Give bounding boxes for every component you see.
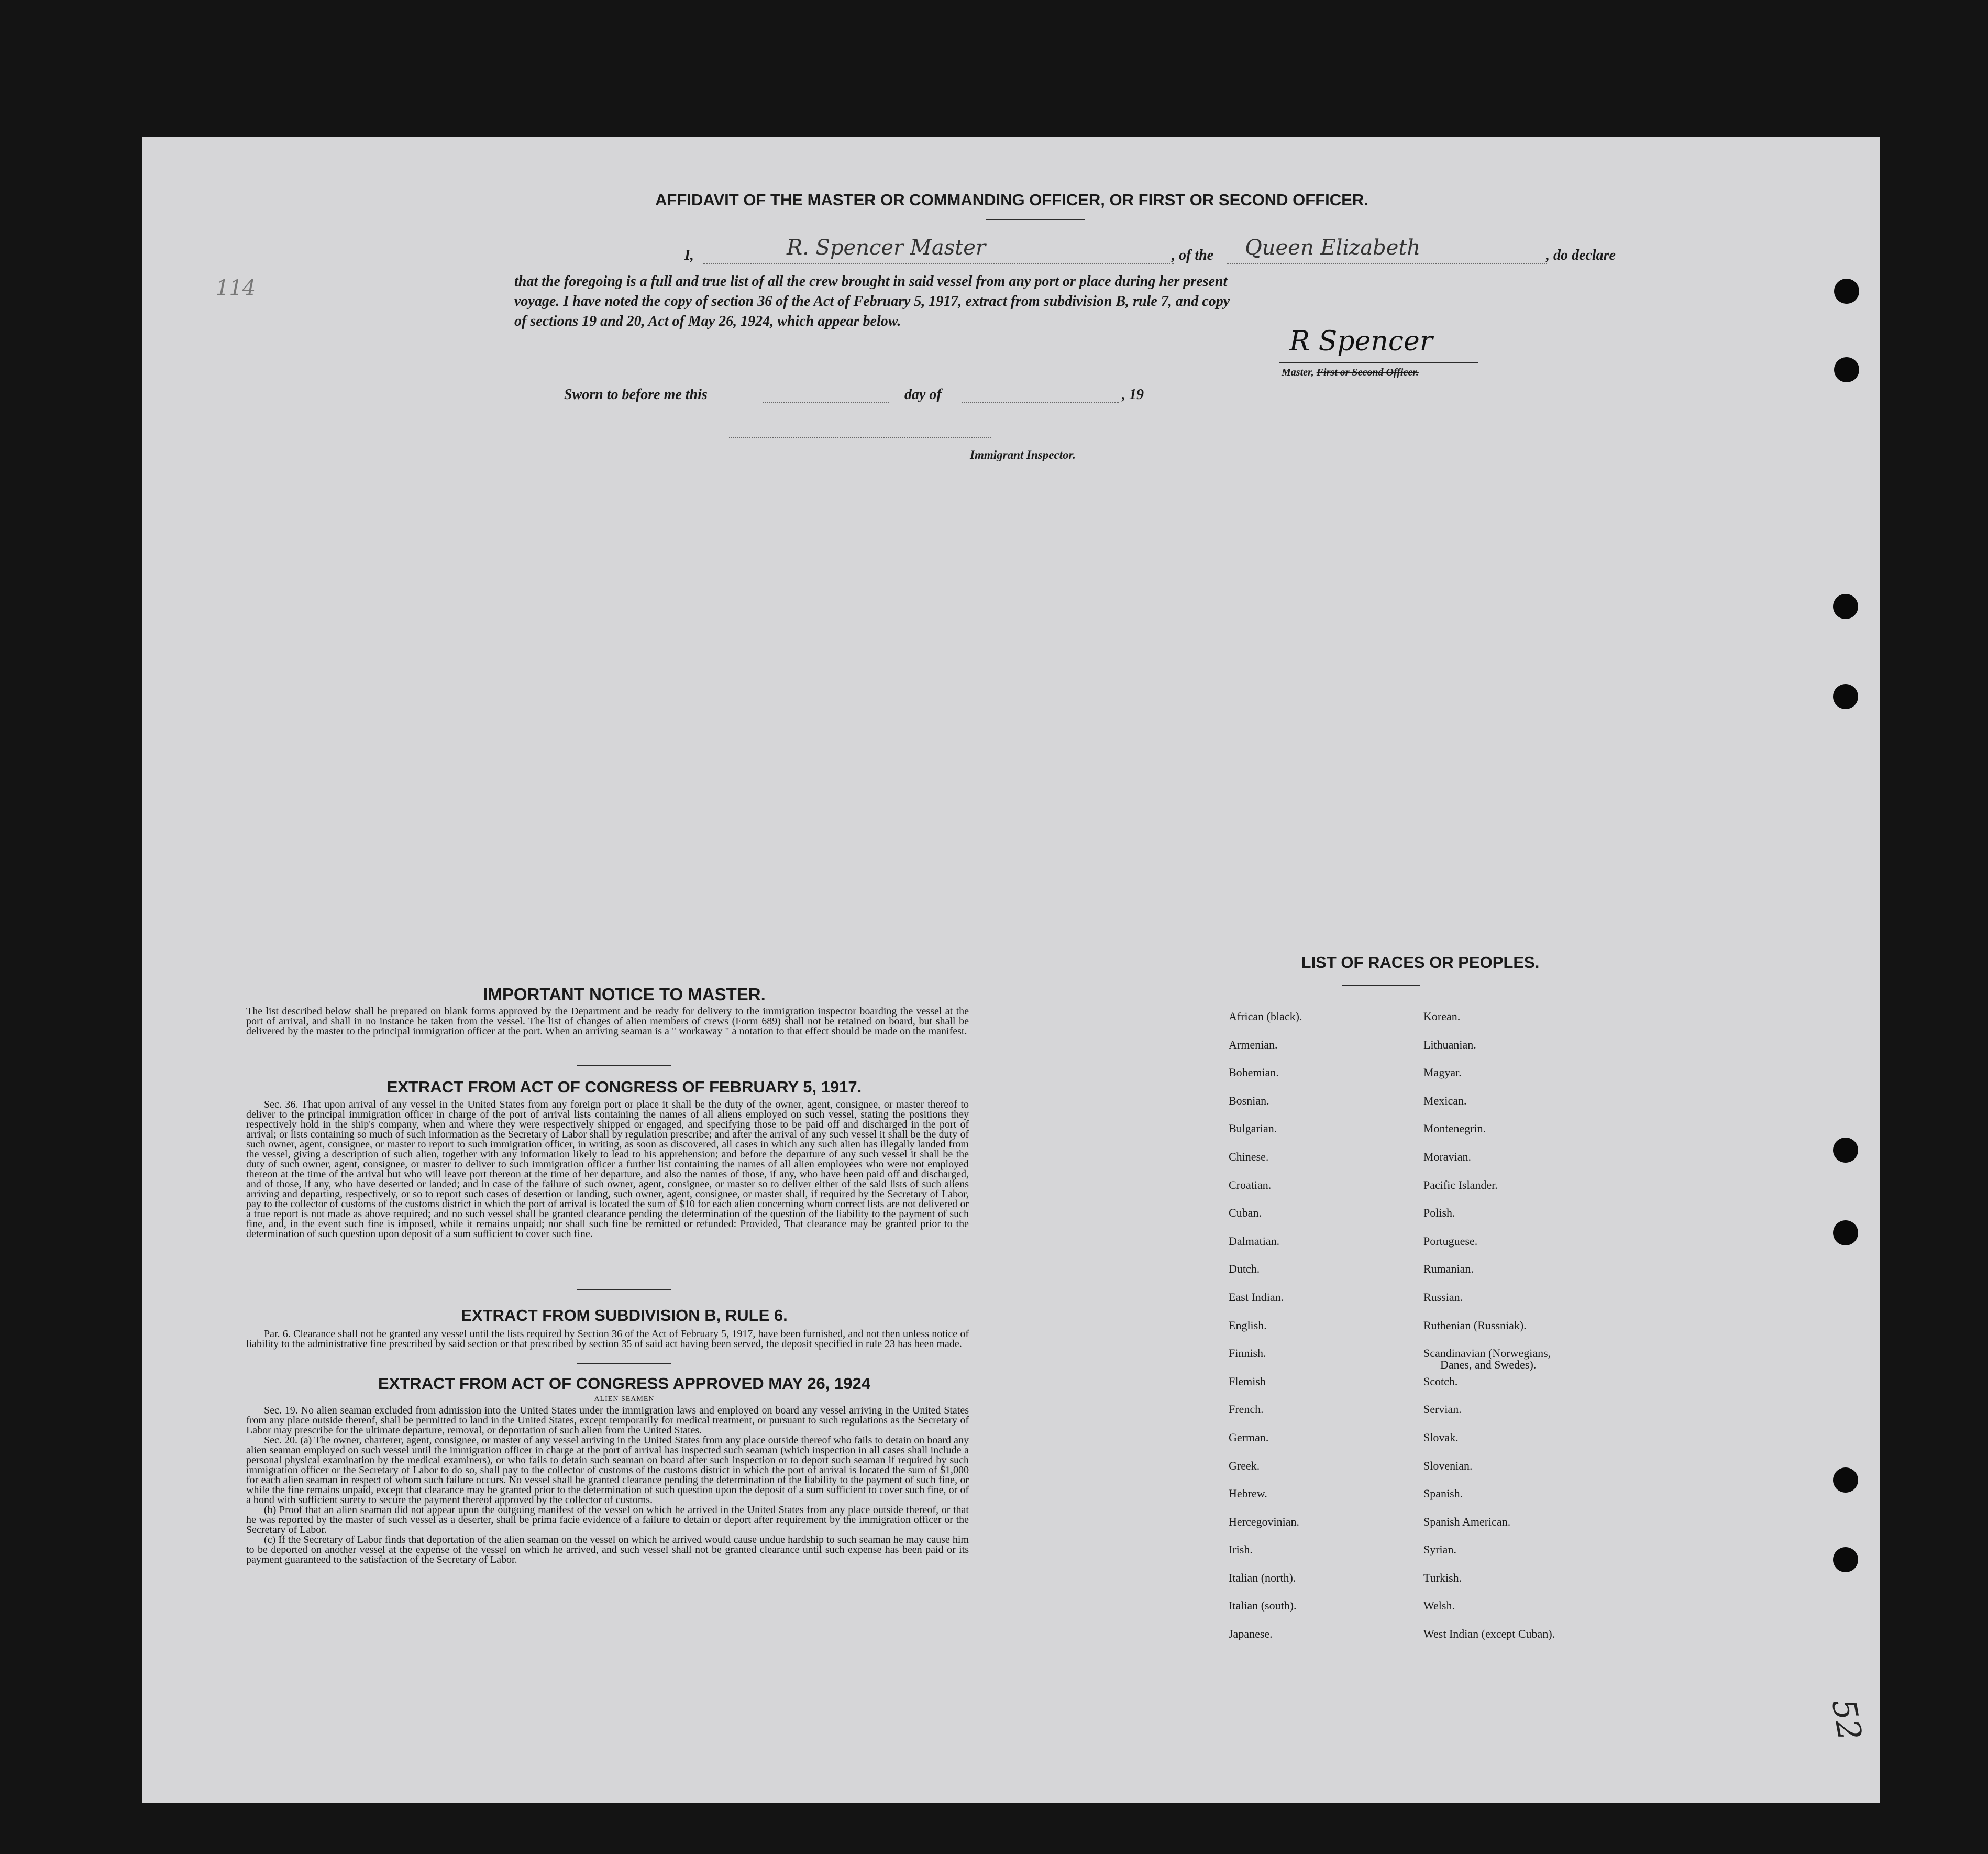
inspector-label: Immigrant Inspector. [970, 448, 1076, 461]
race-item: Magyar. [1423, 1066, 1462, 1079]
race-item: Dutch. [1229, 1262, 1260, 1276]
race-item: Korean. [1423, 1010, 1461, 1023]
race-item: Scandinavian (Norwegians, [1423, 1347, 1551, 1360]
race-item: Lithuanian. [1423, 1038, 1476, 1051]
do-declare-label: , do declare [1546, 247, 1616, 263]
subdivision-divider [577, 1363, 671, 1364]
race-item: Slovak. [1423, 1430, 1459, 1444]
of-the-label: , of the [1172, 247, 1214, 263]
race-item: Italian (north). [1229, 1571, 1296, 1584]
extract-1917-divider [577, 1289, 671, 1290]
races-divider [1342, 985, 1420, 986]
extract-1924-body [246, 1406, 969, 1565]
race-item-continuation: Danes, and Swedes). [1440, 1358, 1537, 1371]
day-of-label: day of [904, 387, 942, 403]
struck-officer-caption: First or Second Officer. [1316, 367, 1419, 378]
sec-20c: (c) If the Secretary of Labor finds that deportation of the alien seaman on the vessel on which he arrived would cause undue hardship to such seaman he may cause him to be deported on another vessel at the expense of the vessel on which he arrived, and such vessel shall not be granted clearance until such expense has been paid or its payment guaranteed to the satisfaction of the Secretary of Labor. [246, 1534, 969, 1565]
notice-body: The list described below shall be prepared on blank forms approved by the Department and be ready for delivery to the immigration inspector boarding the vessel at the port of arrival, and shall in no instance be taken from the vessel. The list of changes of alien members of crews (Form 689) shall not be retained on board, but shall be delivered by the master to the principal immigration officer at the port. When an arriving seaman is a " workaway " a notation to that effect should be made on the manifest. [246, 1006, 969, 1037]
race-item: Greek. [1229, 1459, 1260, 1472]
race-item: Turkish. [1423, 1571, 1462, 1584]
margin-number-right: 52 [1824, 1696, 1870, 1743]
inspector-signature-line [729, 437, 991, 438]
race-item: Dalmatian. [1229, 1234, 1280, 1248]
races-title: LIST OF RACES OR PEOPLES. [1301, 953, 1540, 972]
race-item: Welsh. [1423, 1599, 1455, 1613]
race-item: Spanish. [1423, 1487, 1463, 1500]
race-item: Bulgarian. [1229, 1122, 1277, 1135]
extract-1917-body: Sec. 36. That upon arrival of any vessel in the United States from any foreign port or place it shall be the duty of the owner, agent, consignee, or master thereof to deliver to the principal immigration officer in charge of the port of arrival lists containing the names of all aliens employed on such vessel, stating the positions they respectively hold in the ship's company, when and where they were respectively shipped or engaged, and specifying those to be paid off and discharged in the port of arrival; or lists containing so much of such information as the Secretary of Labor shall by regulation prescribe; and after the arrival of any such vessel it shall be the duty of such owner, agent, consignee, or master to report to such immigration officer, in writing, as soon as discovered, all cases in which any such alien has illegally landed from the vessel, giving a description of such alien, together with any information likely to lead to his apprehension; and before the departure of any such vessel it shall be the duty of such owner, agent, consignee, or master to deliver to such immigration officer a further list containing the names of all alien employees who were not employed thereon at the time of the arrival but who will leave port thereon at the time of her departure, and also the names of those, if any, who have been paid off and discharged, and of those, if any, who have deserted or landed; and in case of the failure of such owner, agent, consignee, or master so to deliver either of the said lists of such aliens arriving and departing, respectively, or so to report such cases of desertion or landing, such owner, agent, consignee, or master shall, if required by the Secretary of Labor, pay to the collector of customs of the customs district in which the port of arrival is located the sum of $10 for each alien concerning whom correct lists are not delivered or a true report is not made as above required; and no such vessel shall be granted clearance pending the determination of the question of the liability to the payment of such fine, and, in the event such fine is imposed, while it remains unpaid; nor shall such fine be remitted or refunded: Provided, That clearance may be granted prior to the determination of such question upon deposit of a sum sufficient to cover such fine. [246, 1099, 969, 1240]
handwritten-vessel-name[interactable]: Queen Elizabeth [1245, 236, 1421, 260]
race-item: Syrian. [1423, 1543, 1456, 1557]
punch-hole [1834, 279, 1859, 304]
vessel-field-line [1227, 263, 1547, 264]
race-item: Bohemian. [1229, 1066, 1279, 1079]
race-item: Mexican. [1423, 1094, 1467, 1107]
margin-number-left: 114 [216, 276, 256, 300]
punch-hole [1834, 357, 1859, 382]
race-item: Spanish American. [1423, 1515, 1511, 1528]
notice-divider [577, 1065, 671, 1066]
punch-hole [1833, 1220, 1858, 1245]
manifest-page [142, 137, 1880, 1803]
punch-hole [1833, 1467, 1858, 1493]
race-item: Armenian. [1229, 1038, 1278, 1051]
affidavit-i-label: I, [684, 247, 694, 263]
race-item: Flemish [1229, 1374, 1266, 1388]
affidavit-line-3: of sections 19 and 20, Act of May 26, 1924, which appear below. [514, 313, 901, 329]
affidavit-title: AFFIDAVIT OF THE MASTER OR COMMANDING OFFICER, OR FIRST OR SECOND OFFICER. [655, 191, 1368, 209]
race-item: Servian. [1423, 1403, 1462, 1416]
race-item: Japanese. [1229, 1627, 1273, 1641]
race-item: East Indian. [1229, 1290, 1284, 1304]
extract-1924-title: EXTRACT FROM ACT OF CONGRESS APPROVED MAY 26, 1924 [378, 1374, 870, 1393]
year-label: , 19 [1122, 387, 1144, 403]
alien-seamen-subtitle: ALIEN SEAMEN [594, 1395, 655, 1403]
race-item: Bosnian. [1229, 1094, 1269, 1107]
race-item: African (black). [1229, 1010, 1302, 1023]
signature-line [1279, 362, 1478, 363]
race-item: Slovenian. [1423, 1459, 1473, 1472]
race-item: German. [1229, 1430, 1269, 1444]
race-item: Cuban. [1229, 1206, 1262, 1220]
races-column-2 [1423, 1002, 1555, 1648]
name-field-line [703, 263, 1174, 264]
race-item: Finnish. [1229, 1347, 1266, 1360]
punch-hole [1833, 594, 1858, 619]
handwritten-master-name[interactable]: R. Spencer Master [787, 236, 986, 260]
punch-hole [1833, 684, 1858, 709]
affidavit-line-2: voyage. I have noted the copy of section 36 of the Act of February 5, 1917, extract from subdivision B, rule 7, and copy [514, 293, 1230, 310]
affidavit-line-1: that the foregoing is a full and true list of all the crew brought in said vessel from any port or place during her present [514, 273, 1228, 290]
race-item: Moravian. [1423, 1150, 1472, 1163]
sworn-month-line [962, 402, 1119, 403]
race-item: Portuguese. [1423, 1234, 1478, 1248]
race-item: French. [1229, 1403, 1264, 1416]
race-item: Scotch. [1423, 1374, 1458, 1388]
races-column-1 [1229, 1002, 1302, 1648]
race-item: English. [1229, 1318, 1267, 1332]
sec-19: Sec. 19. No alien seaman excluded from admission into the United States under the immigration laws and employed on board any vessel arriving in the United States from any place outside thereof, shall be permitted to land in the United States, except temporarily for medical treatment, or pursuant to such regulations as the Secretary of Labor may prescribe for the ultimate departure, removal, or deportation of such alien from the United States. [246, 1405, 969, 1436]
subdivision-body: Par. 6. Clearance shall not be granted any vessel until the lists required by Section 36 of the Act of February 5, 1917, have been furnished, and not then unless notice of liability to the administrative fine prescribed by said section or that prescribed by section 35 of said act having been served, the deposit specified in rule 23 has been made. [246, 1328, 969, 1350]
extract-1917-title: EXTRACT FROM ACT OF CONGRESS OF FEBRUARY 5, 1917. [386, 1078, 862, 1096]
race-item: Russian. [1423, 1290, 1463, 1304]
race-item: Chinese. [1229, 1150, 1269, 1163]
master-signature: R Spencer [1289, 326, 1433, 357]
punch-hole [1833, 1547, 1858, 1572]
race-item: Croatian. [1229, 1178, 1272, 1191]
race-item: West Indian (except Cuban). [1423, 1627, 1555, 1641]
sec-20b: (b) Proof that an alien seaman did not appear upon the outgoing manifest of the vessel on which he arrived in the United States from any place outside thereof, or that he was reported by the master of such vessel as a deserter, shall be prima facie evidence of a failure to detain or deport after requirement by the immigration officer or the Secretary of Labor. [246, 1504, 969, 1536]
sworn-label: Sworn to before me this [564, 387, 708, 403]
sec-20a: Sec. 20. (a) The owner, charterer, agent, consignee, or master of any vessel arriving in the United States from any place outside thereof who fails to detain on board any alien seaman employed on such vessel until the immigration officer in charge at the port of arrival has inspected such seaman (which inspection in all cases shall include a personal physical examination by the medical examiners), or who fails to detain such seaman on board after such inspection or to deport such seaman if required by such immigration officer or the Secretary of Labor to do so, shall pay to the collector of customs of the customs district in which the port of arrival is located the sum of $1,000 for each alien seaman in respect of whom such failure occurs. No vessel shall be granted clearance pending the determination of the liability to the payment of such fine, or while the fine remains unpaid, except that clearance may be granted prior to the determination of such question upon the deposit of a sum sufficient to cover such fine, or of a bond with sufficient surety to secure the payment thereof approved by the collector of customs. [246, 1434, 969, 1506]
master-caption: Master, [1282, 367, 1314, 378]
race-item: Montenegrin. [1423, 1122, 1486, 1135]
notice-title: IMPORTANT NOTICE TO MASTER. [483, 985, 766, 1004]
subdivision-title: EXTRACT FROM SUBDIVISION B, RULE 6. [461, 1306, 788, 1325]
race-item: Polish. [1423, 1206, 1455, 1220]
race-item: Irish. [1229, 1543, 1253, 1557]
race-item: Pacific Islander. [1423, 1178, 1498, 1191]
race-item: Italian (south). [1229, 1599, 1297, 1613]
title-divider [986, 219, 1085, 220]
punch-hole [1833, 1138, 1858, 1163]
race-item: Hebrew. [1229, 1487, 1267, 1500]
signature-caption [1282, 367, 1419, 379]
race-item: Rumanian. [1423, 1262, 1474, 1276]
sworn-day-line [763, 402, 889, 403]
race-item: Hercegovinian. [1229, 1515, 1299, 1528]
race-item: Ruthenian (Russniak). [1423, 1318, 1527, 1332]
